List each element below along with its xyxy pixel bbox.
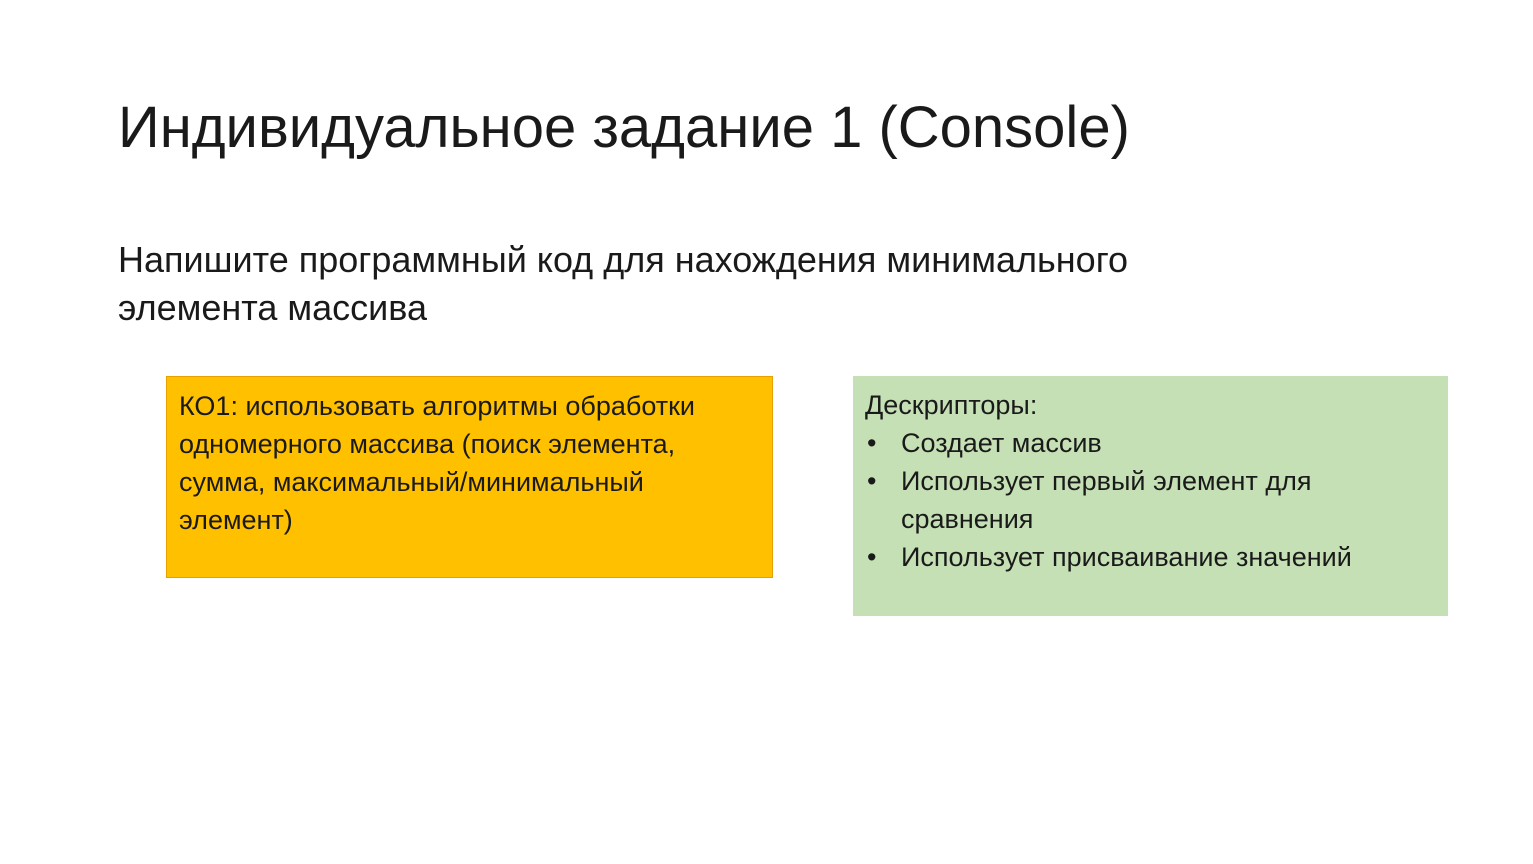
descriptor-item [865, 538, 1436, 576]
descriptors-box [853, 376, 1448, 616]
descriptors-list [865, 424, 1436, 576]
descriptor-line: Использует первый элемент для [901, 466, 1312, 496]
ko-line: КО1: использовать алгоритмы обработки [179, 391, 696, 421]
task-line: элемента массива [118, 287, 427, 328]
ko-line: одномерного массива (поиск элемента, [179, 429, 676, 459]
bullet-icon: • [867, 428, 877, 458]
task-line: Напишите программный код для нахождения минимального [118, 239, 1129, 280]
descriptor-item [865, 424, 1436, 462]
descriptor-line: сравнения [901, 504, 1034, 534]
descriptor-line: Создает массив [901, 428, 1102, 458]
descriptor-item [865, 462, 1436, 538]
descriptor-line: Использует присваивание значений [901, 542, 1352, 572]
ko-line: сумма, максимальный/минимальный [179, 467, 644, 497]
bullet-icon: • [867, 466, 877, 496]
ko-line: элемент) [179, 505, 293, 535]
bullet-icon: • [867, 542, 877, 572]
ko-box [166, 376, 773, 578]
slide-title: Индивидуальное задание 1 (Console) [118, 95, 1130, 160]
descriptors-heading: Дескрипторы: [865, 390, 1038, 420]
task-text [118, 236, 1368, 332]
